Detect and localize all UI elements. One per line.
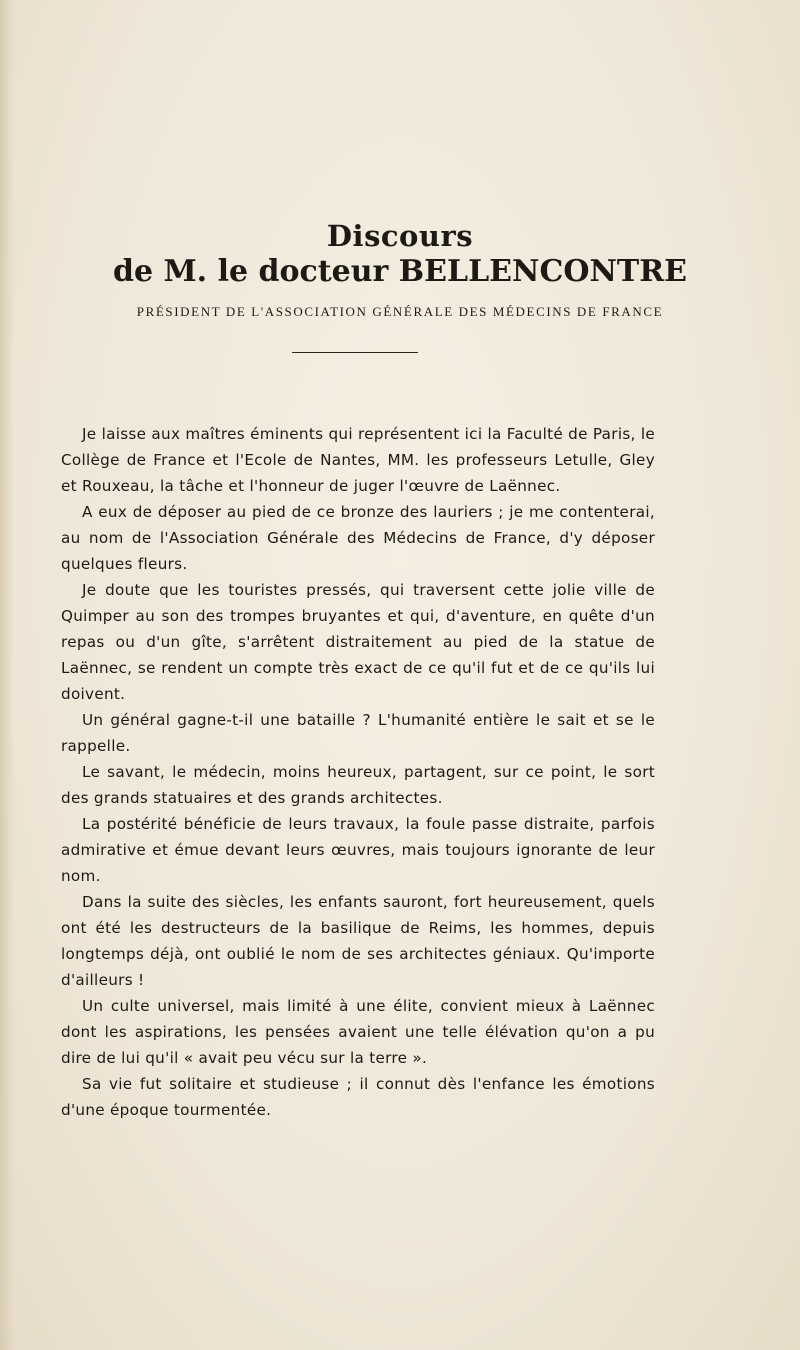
paragraph: Je doute que les touristes pressés, qui traversent cette jolie ville de Quimper au son des trompes bruyantes et qui, d'aventure, en quête d'un repas ou d'un gîte, s'arrêtent distraitement au pied de la statue de Laënnec, se rendent un compte très exact de ce qu'il fut et de ce qu'ils lui doivent. [61,581,655,703]
paragraph: La postérité bénéficie de leurs travaux, la foule passe distraite, parfois admirative et émue devant leurs œuvres, mais toujours ignorante de leur nom. [61,815,655,885]
paragraph: A eux de déposer au pied de ce bronze des lauriers ; je me contenterai, au nom de l'Association Générale des Médecins de France, d'y déposer quelques fleurs. [61,503,655,573]
paragraph: Je laisse aux maîtres éminents qui représentent ici la Faculté de Paris, le Collège de France et l'Ecole de Nantes, MM. les professeurs Letulle, Gley et Rouxeau, la tâche et l'honneur de juger l'œuvre de Laënnec. [61,425,655,495]
paragraph: Un général gagne-t-il une bataille ? L'humanité entière le sait et se le rappelle. [61,711,655,755]
speech-body [61,421,655,1123]
title-discours: Discours [326,219,474,253]
speaker-role-subtitle: PRÉSIDENT DE L'ASSOCIATION GÉNÉRALE DES MÉDECINS DE FRANCE [136,304,664,319]
paragraph: Le savant, le médecin, moins heureux, partagent, sur ce point, le sort des grands statuaires et des grands architectes. [61,763,655,807]
paragraph: Sa vie fut solitaire et studieuse ; il connut dès l'enfance les émotions d'une époque tourmentée. [61,1075,655,1119]
heading-divider [292,352,418,353]
page-edge-shadow [0,0,14,1350]
paragraph: Un culte universel, mais limité à une élite, convient mieux à Laënnec dont les aspirations, les pensées avaient une telle élévation qu'on a pu dire de lui qu'il « avait peu vécu sur la terre ». [61,997,655,1067]
paragraph: Dans la suite des siècles, les enfants sauront, fort heureusement, quels ont été les destructeurs de la basilique de Reims, les hommes, depuis longtemps déjà, ont oublié le nom de ses architectes géniaux. Qu'importe d'ailleurs ! [61,893,655,989]
title-speaker: de M. le docteur BELLENCONTRE [112,254,688,289]
